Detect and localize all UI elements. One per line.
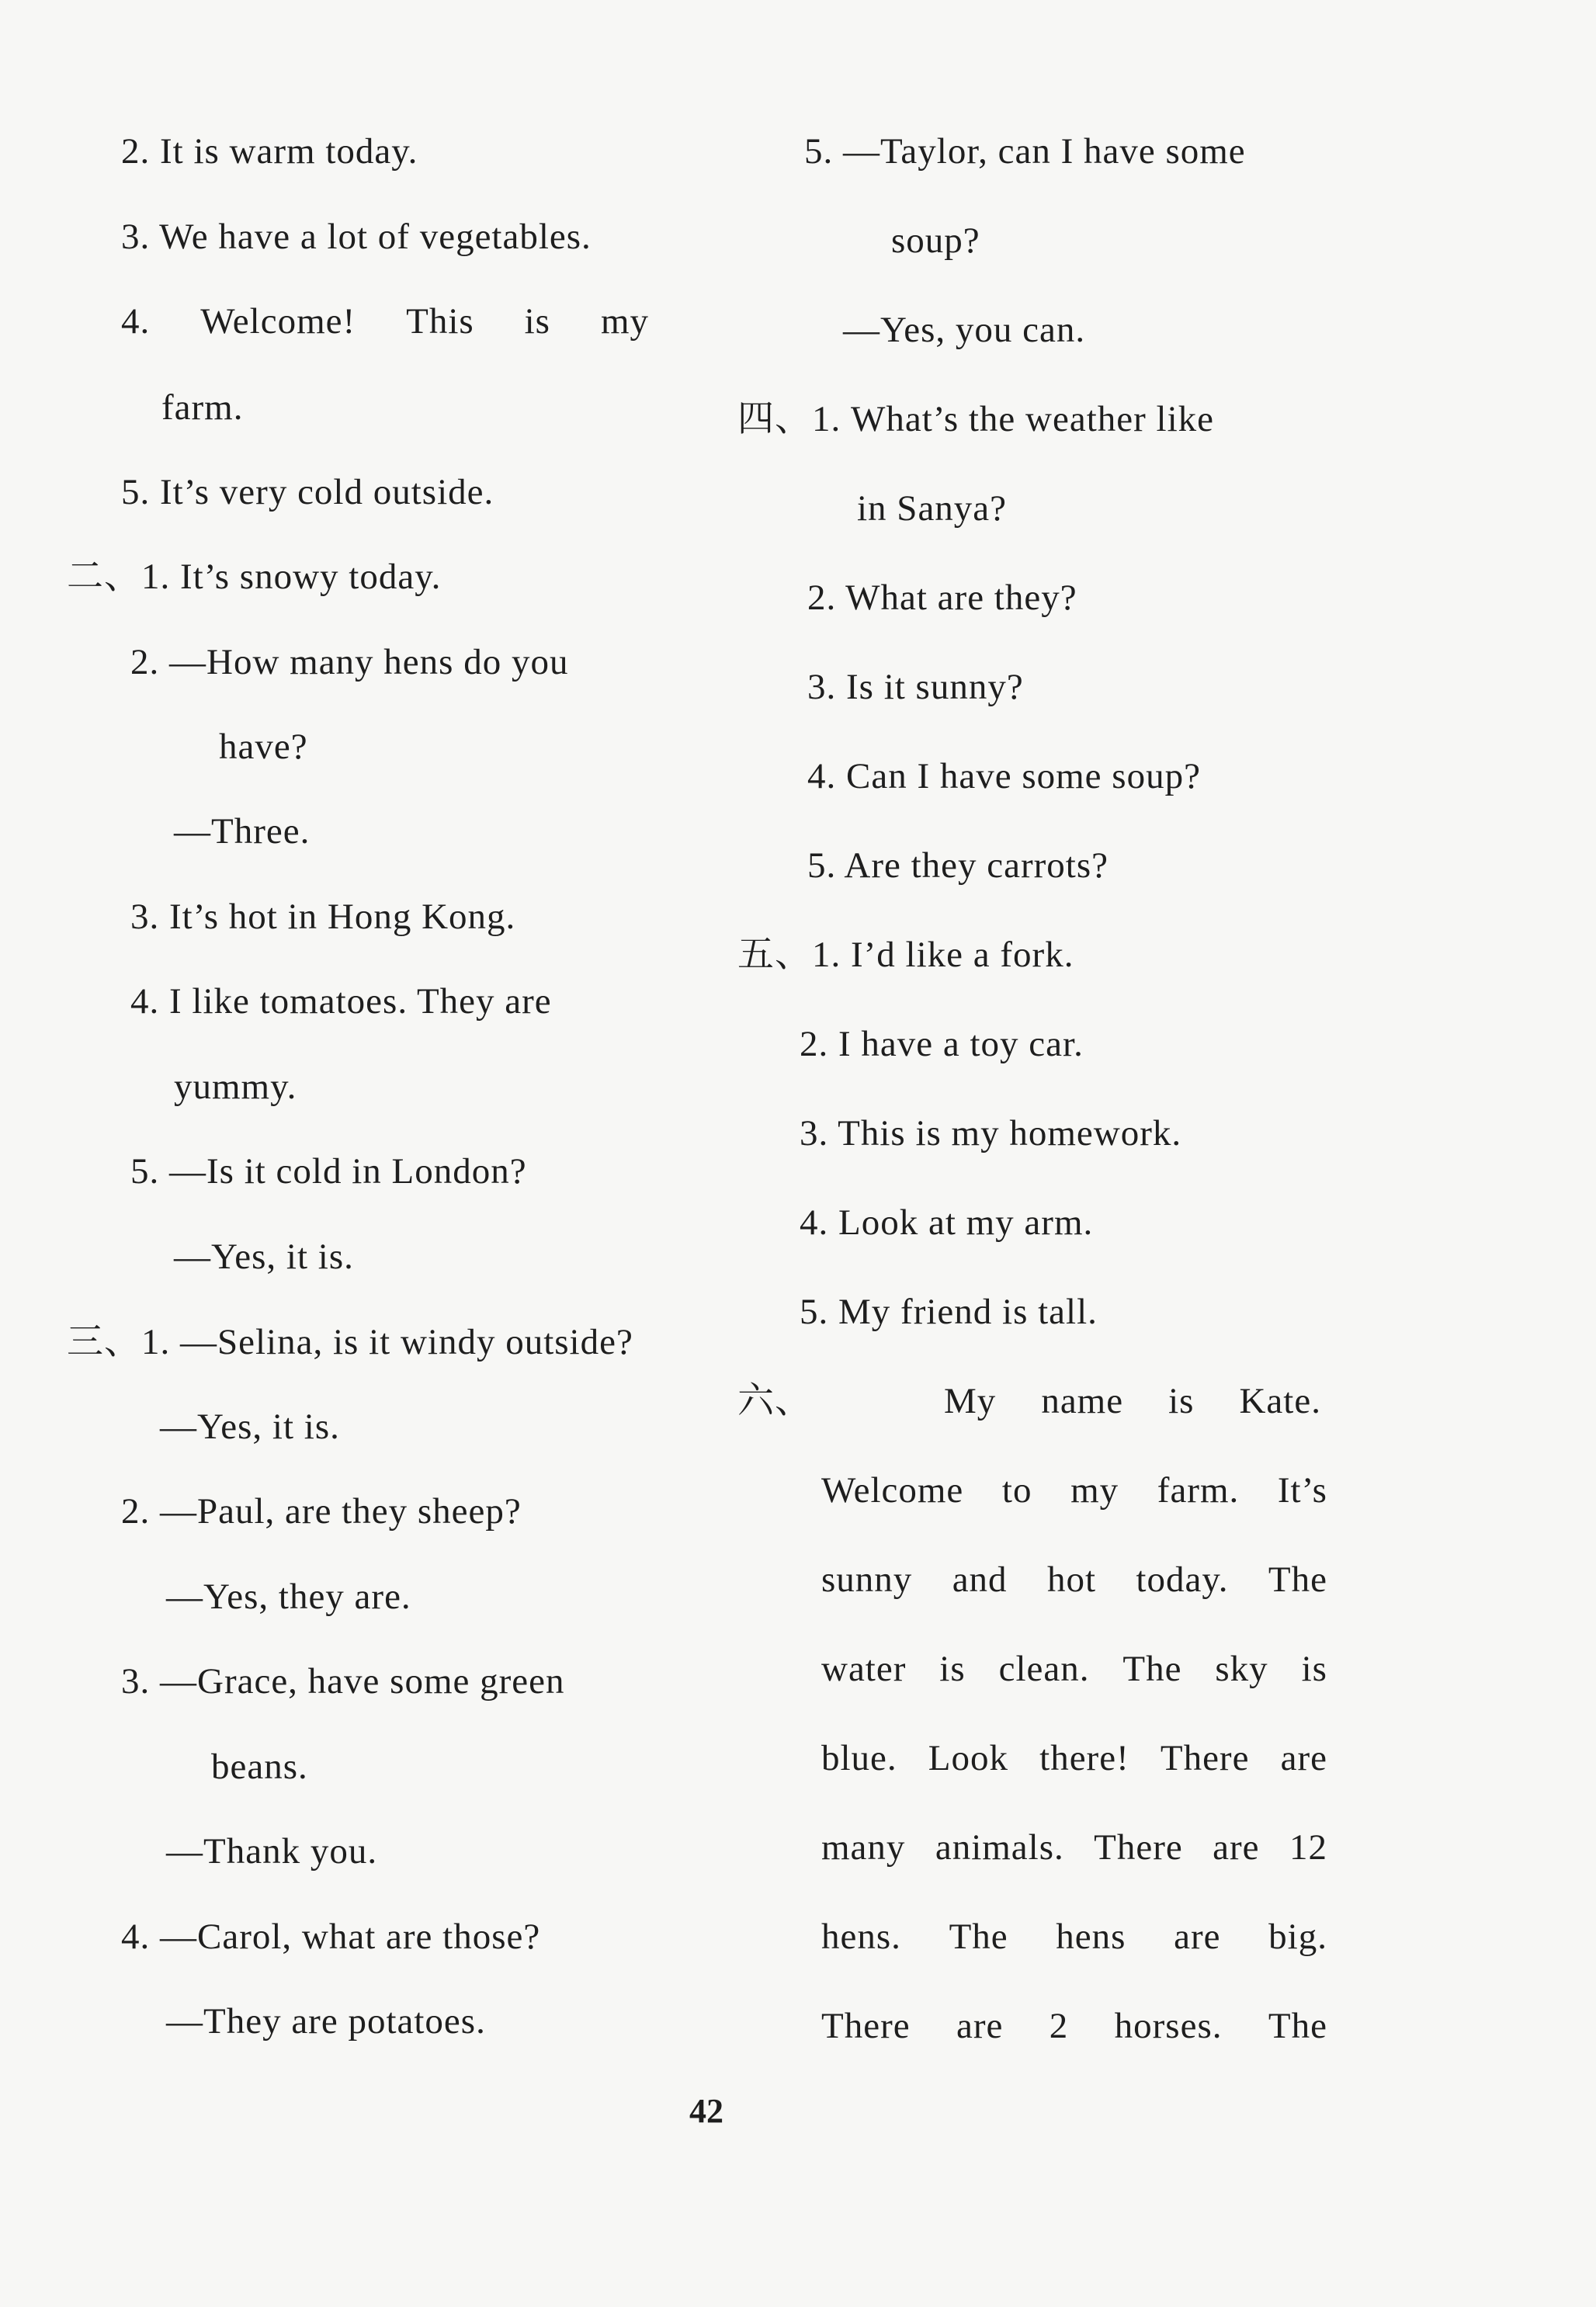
word: 12 — [1289, 1827, 1327, 1868]
passage-line — [821, 1740, 1327, 1777]
answer-line: —Yes, you can. — [843, 310, 1086, 350]
word: My — [944, 1381, 997, 1421]
word: are — [1280, 1738, 1327, 1778]
answer-line: have? — [219, 727, 308, 767]
word: big. — [1268, 1917, 1327, 1957]
answer-line — [121, 301, 649, 342]
word: Kate. — [1239, 1381, 1321, 1421]
word: horses. — [1114, 2006, 1223, 2046]
word: water — [821, 1649, 907, 1689]
answer-line: 4. —Carol, what are those? — [121, 1917, 541, 1957]
section-heading: 二、1. It’s snowy today. — [67, 557, 442, 597]
word: There — [821, 2006, 911, 2046]
word: hot — [1046, 1559, 1097, 1600]
word: is — [939, 1649, 966, 1689]
word: is — [1301, 1649, 1327, 1689]
answer-line: in Sanya? — [857, 488, 1008, 529]
section-heading: 六、 — [737, 1381, 812, 1421]
word: sky — [1215, 1649, 1268, 1689]
answer-line: soup? — [891, 220, 980, 261]
word: sunny — [821, 1559, 913, 1600]
word: my — [600, 301, 649, 342]
answer-line: 2. It is warm today. — [121, 131, 418, 172]
answer-line: 4. I like tomatoes. They are — [130, 981, 552, 1022]
answer-line: 5. My friend is tall. — [800, 1292, 1098, 1332]
word: name — [1041, 1381, 1124, 1421]
word: farm. — [1157, 1470, 1240, 1511]
answer-line: farm. — [161, 387, 244, 428]
answer-line: beans. — [211, 1747, 308, 1787]
answer-line: —Yes, it is. — [160, 1407, 340, 1447]
section-heading: 五、1. I’d like a fork. — [737, 935, 1074, 975]
answer-line: —Yes, they are. — [166, 1577, 411, 1617]
word: 4. — [121, 301, 151, 342]
answer-line: 2. I have a toy car. — [800, 1024, 1084, 1064]
answer-line: —Three. — [174, 811, 311, 852]
word: The — [1268, 1559, 1327, 1600]
passage-line — [821, 1470, 1327, 1511]
passage-line — [821, 1827, 1327, 1868]
word: Welcome — [821, 1470, 964, 1511]
word: Welcome! — [200, 301, 356, 342]
answer-line: 2. What are they? — [807, 578, 1077, 618]
page-number: 42 — [689, 2092, 723, 2130]
passage-line — [821, 1559, 1327, 1600]
answer-line: 5. —Taylor, can I have some — [804, 131, 1246, 172]
answer-line: yummy. — [174, 1067, 297, 1107]
word: are — [1213, 1827, 1260, 1868]
word: The — [1122, 1649, 1182, 1689]
word: clean. — [998, 1649, 1090, 1689]
answer-line: 5. —Is it cold in London? — [130, 1151, 527, 1192]
word: hens — [1056, 1917, 1126, 1957]
word: 2 — [1049, 2006, 1069, 2046]
word: are — [956, 2006, 1004, 2046]
passage-line — [944, 1383, 1321, 1420]
answer-line: 2. —Paul, are they sheep? — [121, 1491, 522, 1532]
word: blue. — [821, 1738, 897, 1778]
word: The — [1268, 2006, 1327, 2046]
word: my — [1070, 1470, 1119, 1511]
answer-line: 2. —How many hens do you — [130, 642, 569, 682]
word: many — [821, 1827, 906, 1868]
word: There — [1160, 1738, 1250, 1778]
word: hens. — [821, 1917, 901, 1957]
answer-line: —They are potatoes. — [166, 2001, 486, 2042]
passage-line — [821, 1651, 1327, 1688]
word: There — [1094, 1827, 1183, 1868]
word: today. — [1136, 1559, 1229, 1600]
word: is — [524, 301, 550, 342]
answer-line: 4. Look at my arm. — [800, 1202, 1094, 1243]
word: This — [406, 301, 474, 342]
word: to — [1001, 1470, 1032, 1511]
passage-line — [821, 2008, 1327, 2045]
word: there! — [1039, 1738, 1129, 1778]
answer-line: 5. It’s very cold outside. — [121, 472, 494, 512]
answer-line: 4. Can I have some soup? — [807, 756, 1201, 796]
answer-line: 3. We have a lot of vegetables. — [121, 217, 592, 257]
section-heading: 四、1. What’s the weather like — [737, 399, 1215, 439]
passage-line — [821, 1919, 1327, 1955]
answer-line: 3. It’s hot in Hong Kong. — [130, 897, 516, 937]
word: and — [952, 1559, 1008, 1600]
answer-line: —Yes, it is. — [174, 1237, 354, 1277]
word: are — [1174, 1917, 1221, 1957]
word: Look — [928, 1738, 1009, 1778]
answer-line: 3. Is it sunny? — [807, 667, 1024, 707]
word: The — [949, 1917, 1008, 1957]
word: is — [1168, 1381, 1195, 1421]
word: animals. — [935, 1827, 1064, 1868]
answer-line: 3. This is my homework. — [800, 1113, 1182, 1154]
answer-line: 5. Are they carrots? — [807, 845, 1109, 886]
word: It’s — [1277, 1470, 1327, 1511]
answer-line: —Thank you. — [166, 1831, 378, 1872]
section-heading: 三、1. —Selina, is it windy outside? — [67, 1322, 633, 1362]
answer-line: 3. —Grace, have some green — [121, 1661, 565, 1702]
